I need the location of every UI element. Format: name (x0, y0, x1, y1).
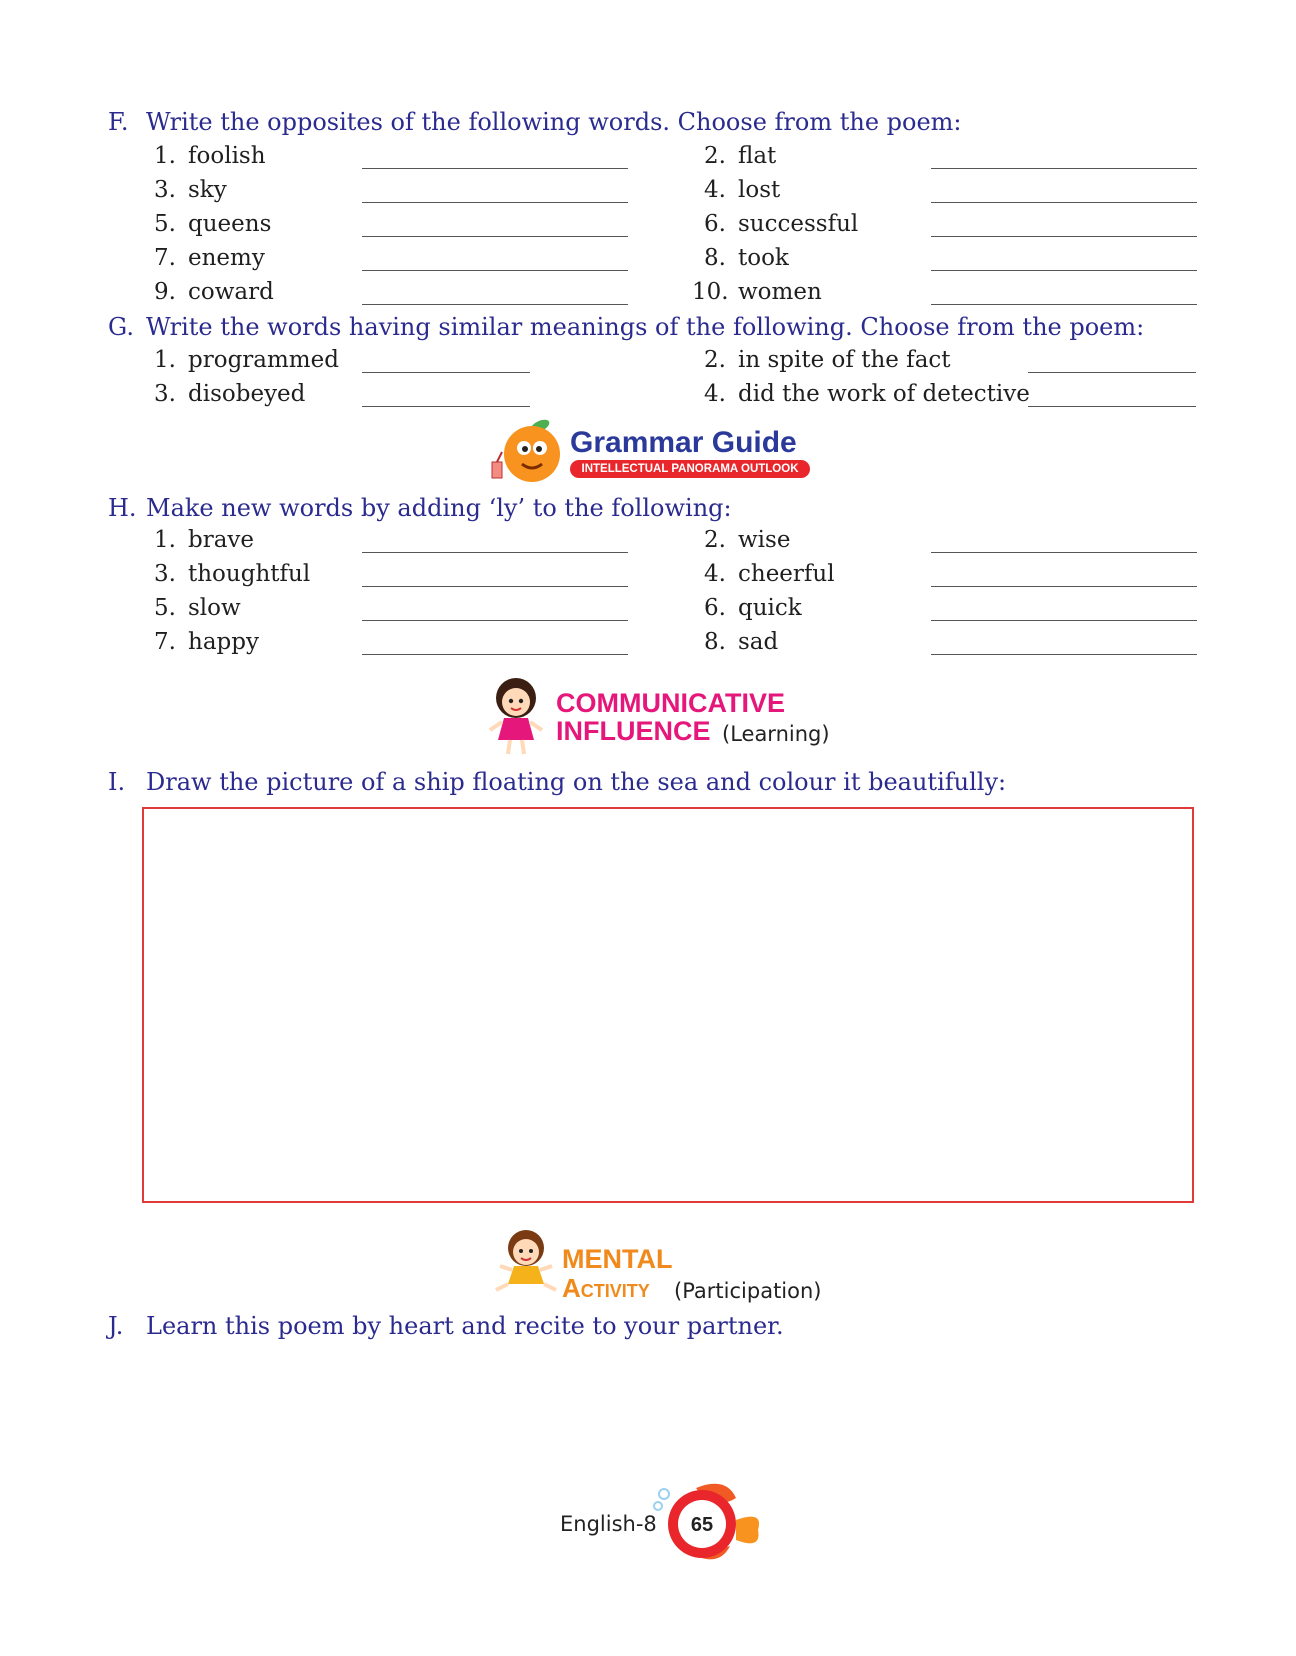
list-item: 5. slow (154, 595, 241, 621)
answer-line[interactable] (362, 406, 530, 407)
list-item: 8. took (704, 245, 789, 271)
girl-mascot-icon (486, 676, 546, 758)
list-item: 4. did the work of detective (704, 381, 1030, 407)
section-j-letter: J. (108, 1312, 124, 1340)
answer-line[interactable] (362, 654, 628, 655)
orange-mascot-icon (488, 418, 568, 486)
answer-line[interactable] (931, 586, 1197, 587)
list-item: 10. women (692, 279, 822, 305)
communicative-title-line1: COMMUNICATIVE (556, 688, 785, 718)
answer-line[interactable] (931, 552, 1197, 553)
answer-line[interactable] (931, 236, 1197, 237)
drawing-area[interactable] (142, 807, 1194, 1203)
answer-line[interactable] (1028, 372, 1196, 373)
list-item: 7. happy (154, 629, 259, 655)
communicative-title-line2: INFLUENCE (556, 716, 711, 746)
section-i-title: Draw the picture of a ship floating on the sea and colour it beautifully: (146, 768, 1007, 796)
answer-line[interactable] (362, 270, 628, 271)
grammar-guide-title: Grammar Guide (570, 426, 797, 459)
section-h-title: Make new words by adding ‘ly’ to the following: (146, 494, 732, 522)
answer-line[interactable] (362, 620, 628, 621)
list-item: 1. brave (154, 527, 255, 553)
section-f-heading (108, 108, 962, 136)
section-f-title: Write the opposites of the following words. Choose from the poem: (146, 108, 962, 136)
list-item: 4. lost (704, 177, 781, 203)
answer-line[interactable] (362, 372, 530, 373)
list-item: 8. sad (704, 629, 779, 655)
grammar-guide-subtitle: INTELLECTUAL PANORAMA OUTLOOK (570, 460, 810, 478)
answer-line[interactable] (931, 620, 1197, 621)
list-item: 3. thoughtful (154, 561, 311, 587)
section-j-title: Learn this poem by heart and recite to your partner. (146, 1312, 784, 1340)
list-item: 2. flat (704, 143, 777, 169)
section-j-heading (108, 1312, 784, 1340)
answer-line[interactable] (362, 552, 628, 553)
communicative-tag: (Learning) (722, 722, 830, 746)
page-number: 65 (690, 1514, 714, 1536)
section-h-letter: H. (108, 494, 137, 522)
list-item: 6. successful (704, 211, 859, 237)
section-g-letter: G. (108, 313, 134, 341)
section-i-heading (108, 768, 1006, 796)
answer-line[interactable] (362, 236, 628, 237)
section-f-letter: F. (108, 108, 129, 136)
answer-line[interactable] (931, 202, 1197, 203)
girl-sitting-mascot-icon (494, 1228, 558, 1296)
answer-line[interactable] (1028, 406, 1196, 407)
list-item: 3. sky (154, 177, 227, 203)
list-item: 1. programmed (154, 347, 339, 373)
list-item: 7. enemy (154, 245, 265, 271)
answer-line[interactable] (931, 168, 1197, 169)
list-item: 1. foolish (154, 143, 266, 169)
answer-line[interactable] (362, 304, 628, 305)
answer-line[interactable] (931, 654, 1197, 655)
mental-tag: (Participation) (674, 1279, 822, 1303)
section-h-heading (108, 494, 732, 522)
list-item: 9. coward (154, 279, 274, 305)
answer-line[interactable] (931, 270, 1197, 271)
section-i-letter: I. (108, 768, 126, 796)
list-item: 6. quick (704, 595, 802, 621)
list-item: 5. queens (154, 211, 272, 237)
mental-title-line2: Activity (562, 1273, 650, 1303)
list-item: 2. wise (704, 527, 791, 553)
answer-line[interactable] (931, 304, 1197, 305)
mental-title-line1: MENTAL (562, 1244, 673, 1274)
answer-line[interactable] (362, 586, 628, 587)
answer-line[interactable] (362, 202, 628, 203)
list-item: 3. disobeyed (154, 381, 306, 407)
list-item: 2. in spite of the fact (704, 347, 951, 373)
section-g-heading (108, 313, 1144, 341)
list-item: 4. cheerful (704, 561, 835, 587)
book-title: English-8 (560, 1512, 657, 1536)
answer-line[interactable] (362, 168, 628, 169)
section-g-title: Write the words having similar meanings of the following. Choose from the poem: (146, 313, 1145, 341)
